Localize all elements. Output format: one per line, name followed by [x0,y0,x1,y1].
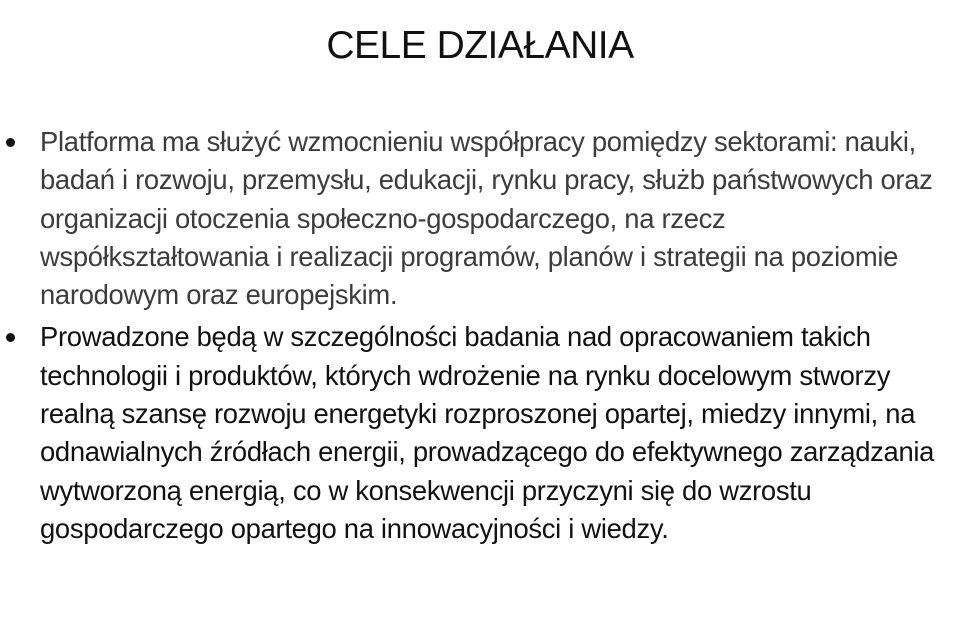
bullet-item [6,123,956,314]
bullet-dot-icon [6,138,15,147]
bullet-text: Platforma ma służyć wzmocnieniu współpracy pomiędzy sektorami: nauki, badań i rozwoju, przemysłu, edukacji, rynku pracy, służb państwowych oraz organizacji otoczenia społeczno-gospodarczego, na rzecz współkształtowania i realizacji programów, planów i strategii na poziomie narodowym oraz europejskim. [40,126,933,311]
slide-title: CELE DZIAŁANIA [326,24,634,68]
bullet-text: Prowadzone będą w szczególności badania nad opracowaniem takich technologii i produktów, których wdrożenie na rynku docelowym stworzy realną szansę rozwoju energetyki rozproszonej opartej, miedzy innymi, na odnawialnych źródłach energii, prowadzącego do efektywnego zarządzania wytworzoną energią, co w konsekwencji przyczyni się do wzrostu gospodarczego opartego na innowacyjności i wiedzy. [40,321,935,544]
bullet-item [6,318,956,548]
bullet-list [6,123,956,552]
bullet-dot-icon [6,333,15,342]
